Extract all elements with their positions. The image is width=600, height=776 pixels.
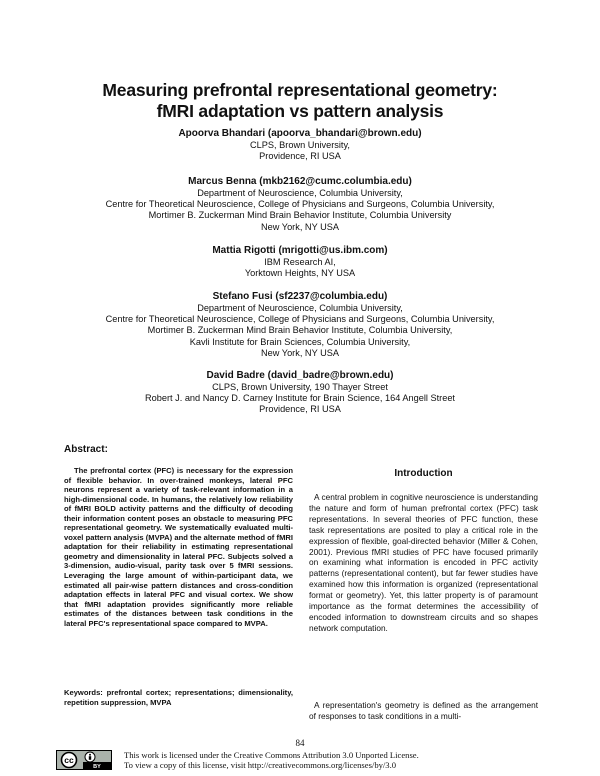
author-affiliation-line: Providence, RI USA bbox=[259, 151, 341, 162]
keywords-text: prefrontal cortex; representations; dimensionality, repetition suppression, MVPA bbox=[64, 688, 293, 707]
intro-paragraph-1: A central problem in cognitive neuroscience is understanding the nature and form of human prefrontal cortex (PFC) task representations. In several theories of PFC function, these task representations are posited to play a critical role in the expression of flexible, goal-directed behavior (Miller & Cohen, 2001). Previous fMRI studies of PFC have focused primarily on examining what information is encoded in PFC activity patterns (representational content), but far fewer studies have examined how this information is organized (representational format or geometry). Yet, this latter property is of paramount importance as the format determines the accessibility of encoded information to downstream circuits and so shapes network computation. bbox=[309, 492, 538, 633]
keywords bbox=[64, 688, 293, 707]
author-block bbox=[40, 128, 560, 162]
intro-paragraph-2: A representation's geometry is defined as the arrangement of responses to task conditions in a multi- bbox=[309, 700, 538, 721]
author-affiliation-line: IBM Research AI, bbox=[264, 257, 336, 267]
title-line-2: fMRI adaptation vs pattern analysis bbox=[156, 101, 444, 121]
page-number: 84 bbox=[295, 738, 305, 748]
author-name: Mattia Rigotti (mrigotti@us.ibm.com) bbox=[212, 245, 388, 256]
author-affiliation-line: Mortimer B. Zuckerman Mind Brain Behavior Institute, Columbia University bbox=[148, 210, 452, 221]
author-affiliation-line: New York, NY USA bbox=[261, 347, 339, 358]
author-block bbox=[40, 291, 560, 359]
author-affiliation-line: New York, NY USA bbox=[261, 221, 339, 232]
author-name: Apoorva Bhandari (apoorva_bhandari@brown.edu) bbox=[178, 128, 422, 139]
license-line-1: This work is licensed under the Creative Commons Attribution 3.0 Unported License. bbox=[124, 750, 419, 760]
license-line-2[interactable]: To view a copy of this license, visit http://creativecommons.org/licenses/by/3.0 bbox=[124, 760, 397, 770]
author-affiliation-line: CLPS, Brown University, 190 Thayer Street bbox=[212, 382, 388, 392]
cc-badge-cc-text: cc bbox=[64, 755, 74, 766]
author-name: Marcus Benna (mkb2162@cumc.columbia.edu) bbox=[188, 176, 412, 187]
section-heading-introduction: Introduction bbox=[394, 468, 453, 479]
abstract-text: The prefrontal cortex (PFC) is necessary for the expression of flexible behavior. In over-trained monkeys, lateral PFC neurons represent a variety of task-relevant information in a high-dimensional code. In humans, the relatively low reliability of fMRI BOLD activity patterns and the difficulty of decoding their information content poses an obstacle to measuring PFC representational geometry. We systematically evaluated multi-voxel pattern analysis (MVPA) and the alternate method of fMRI adaptation for their reliability in estimating representational geometry and dimensionality in lateral PFC. Subjects solved a 3-dimension, audio-visual, parity task over 5 fMRI sessions. Leveraging the large amount of within-participant data, we estimated all pair-wise pattern distances and cross-condition adaptation effects in lateral PFC and visual cortex. We show that fMRI adaptation provides significantly more reliable estimates of the distances between task conditions in the lateral PFC's representational space compared to MVPA. bbox=[64, 466, 293, 628]
author-block bbox=[40, 176, 560, 233]
author-block bbox=[40, 370, 560, 416]
author-affiliation-line: Providence, RI USA bbox=[259, 404, 341, 415]
cc-by-license-icon bbox=[56, 750, 112, 770]
author-block bbox=[40, 245, 560, 279]
author-affiliation-line: Kavli Institute for Brain Sciences, Columbia University, bbox=[189, 336, 411, 347]
author-affiliation-line: Mortimer B. Zuckerman Mind Brain Behavior Institute, Columbia University, bbox=[147, 325, 453, 336]
author-affiliation-line: Centre for Theoretical Neuroscience, College of Physicians and Surgeons, Columbia University, bbox=[105, 199, 495, 210]
keywords-label: Keywords: bbox=[64, 688, 103, 697]
author-affiliation-line: Robert J. and Nancy D. Carney Institute for Brain Science, 164 Angell Street bbox=[145, 393, 455, 404]
author-affiliation-line: CLPS, Brown University, bbox=[250, 140, 350, 150]
author-affiliation-line: Department of Neuroscience, Columbia University, bbox=[197, 188, 403, 198]
paper-title bbox=[60, 80, 540, 122]
person-head-shape bbox=[89, 754, 91, 756]
author-name: David Badre (david_badre@brown.edu) bbox=[206, 370, 394, 381]
author-affiliation-line: Yorktown Heights, NY USA bbox=[244, 268, 356, 279]
author-name: Stefano Fusi (sf2237@columbia.edu) bbox=[212, 291, 388, 302]
title-line-1: Measuring prefrontal representational geometry: bbox=[102, 80, 498, 100]
abstract-heading: Abstract: bbox=[64, 444, 108, 455]
person-body-shape bbox=[89, 756, 91, 760]
cc-badge-by-text: BY bbox=[93, 764, 101, 769]
author-affiliation-line: Centre for Theoretical Neuroscience, College of Physicians and Surgeons, Columbia University, bbox=[105, 314, 495, 325]
cc-badge-graphic bbox=[57, 751, 111, 769]
author-affiliation-line: Department of Neuroscience, Columbia University, bbox=[197, 303, 403, 313]
license-notice bbox=[124, 750, 419, 770]
